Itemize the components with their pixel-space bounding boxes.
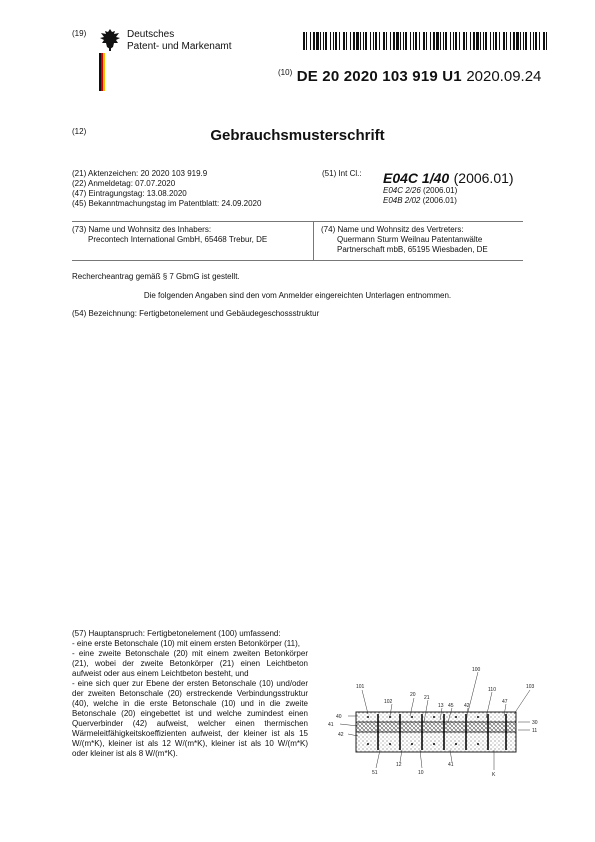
publication-number: DE 20 2020 103 919 U1 bbox=[296, 68, 462, 85]
ipc-secondary bbox=[383, 186, 457, 206]
federal-eagle-logo-icon bbox=[99, 27, 121, 91]
ipc-label: (51) Int Cl.: bbox=[322, 169, 362, 178]
owner-label: (73) Name und Wohnsitz des Inhabers: bbox=[72, 225, 212, 234]
file-number: (21) Aktenzeichen: 20 2020 103 919.9 bbox=[72, 169, 208, 178]
fig-label: K bbox=[492, 772, 496, 778]
representative-line-2: Partnerschaft mbB, 65195 Wiesbaden, DE bbox=[337, 245, 488, 254]
fig-label: 47 bbox=[502, 699, 508, 705]
representative-label: (74) Name und Wohnsitz des Vertreters: bbox=[321, 225, 464, 234]
fig-label: 101 bbox=[356, 684, 365, 690]
office-name bbox=[127, 29, 232, 53]
insulation-layer bbox=[356, 722, 516, 732]
claim-paragraph: - eine sich quer zur Ebene der ersten Betonschale (10) und/oder der zweiten Betonschale (20) erstreckende Verbindungsstruktur (40), welche in die erste Betonschale (10) und in die zweite Betonschale (20) eingebettet ist und welche zumindest einen Querverbinder (42) aufweist, welcher einen thermischen Wärmeleitfähigkeitskoeffizienten aufweist, der kleiner ist als 15 W/(m*K), kleiner ist als 12 W/(m*K), kleiner ist als 10 W/(m*K) oder kleiner ist als 8 W/(m*K). bbox=[72, 679, 308, 758]
main-claim bbox=[72, 629, 308, 759]
fig-label: 102 bbox=[384, 699, 393, 705]
designation: (54) Bezeichnung: Fertigbetonelement und Gebäudegeschossstruktur bbox=[72, 309, 320, 318]
claim-paragraph: - eine zweite Betonschale (20) mit einem zweiten Betonkörper (21), wobei der zweite Betonkörper (21) einen Leichtbeton aufweist oder aus einem Leichtbeton besteht, und bbox=[72, 649, 308, 678]
owner-block bbox=[72, 225, 267, 245]
research-note: Rechercheantrag gemäß § 7 GbmG ist gestellt. bbox=[72, 272, 240, 281]
divider-vertical bbox=[313, 221, 314, 261]
office-line-2: Patent- und Markenamt bbox=[127, 41, 232, 52]
fig-label: 12 bbox=[396, 762, 402, 768]
info-note: Die folgenden Angaben sind den vom Anmelder eingereichten Unterlagen entnommen. bbox=[143, 291, 452, 300]
claim-paragraph: (57) Hauptanspruch: Fertigbetonelement (100) umfassend: bbox=[72, 629, 281, 638]
divider-top bbox=[72, 221, 523, 222]
fig-label: 11 bbox=[532, 728, 538, 734]
publication-line bbox=[278, 68, 541, 86]
publication-announcement-date: (45) Bekanntmachungstag im Patentblatt: 24.09.2020 bbox=[72, 199, 262, 208]
registration-date: (47) Eintragungstag: 13.08.2020 bbox=[72, 189, 187, 198]
representative-block bbox=[321, 225, 488, 255]
fig-label: 41 bbox=[328, 722, 334, 728]
fig-label: 20 bbox=[410, 692, 416, 698]
fig-label: 42 bbox=[338, 732, 344, 738]
inid-10: (10) bbox=[278, 68, 293, 77]
fig-label: 30 bbox=[532, 720, 538, 726]
technical-drawing bbox=[318, 664, 548, 780]
ipc-secondary-item: E04B 2/02 (2006.01) bbox=[383, 196, 457, 205]
filing-date: (22) Anmeldetag: 07.07.2020 bbox=[72, 179, 176, 188]
divider-bottom bbox=[72, 260, 523, 261]
fig-label: 103 bbox=[526, 684, 535, 690]
representative-line-1: Quermann Sturm Weilnau Patentanwälte bbox=[337, 235, 483, 244]
barcode bbox=[303, 32, 551, 50]
fig-label: 100 bbox=[472, 667, 481, 673]
fig-label: 51 bbox=[372, 770, 378, 776]
fig-label: 45 bbox=[448, 703, 454, 709]
owner-value: Precontech International GmbH, 65468 Trebur, DE bbox=[88, 235, 268, 244]
office-line-1: Deutsches bbox=[127, 29, 175, 40]
document-title: Gebrauchsmusterschrift bbox=[210, 127, 385, 144]
first-concrete-shell bbox=[356, 712, 516, 722]
fig-label: 41 bbox=[448, 762, 454, 768]
ipc-main-version: (2006.01) bbox=[453, 170, 514, 186]
fig-label: 40 bbox=[336, 714, 342, 720]
publication-date: 2020.09.24 bbox=[466, 68, 542, 85]
ipc-main-code: E04C 1/40 bbox=[383, 170, 450, 186]
bibliographic-data bbox=[72, 169, 261, 209]
ipc-secondary-item: E04C 2/26 (2006.01) bbox=[383, 186, 458, 195]
fig-label: 13 bbox=[438, 703, 444, 709]
fig-label: 42 bbox=[464, 703, 470, 709]
fig-label: 110 bbox=[488, 687, 496, 693]
fig-label: 10 bbox=[418, 770, 424, 776]
second-concrete-shell bbox=[356, 732, 516, 752]
inid-12: (12) bbox=[72, 127, 87, 136]
claim-paragraph: - eine erste Betonschale (10) mit einem ersten Betonkörper (11), bbox=[72, 639, 300, 648]
inid-19: (19) bbox=[72, 29, 87, 38]
fig-label: 21 bbox=[424, 695, 430, 701]
